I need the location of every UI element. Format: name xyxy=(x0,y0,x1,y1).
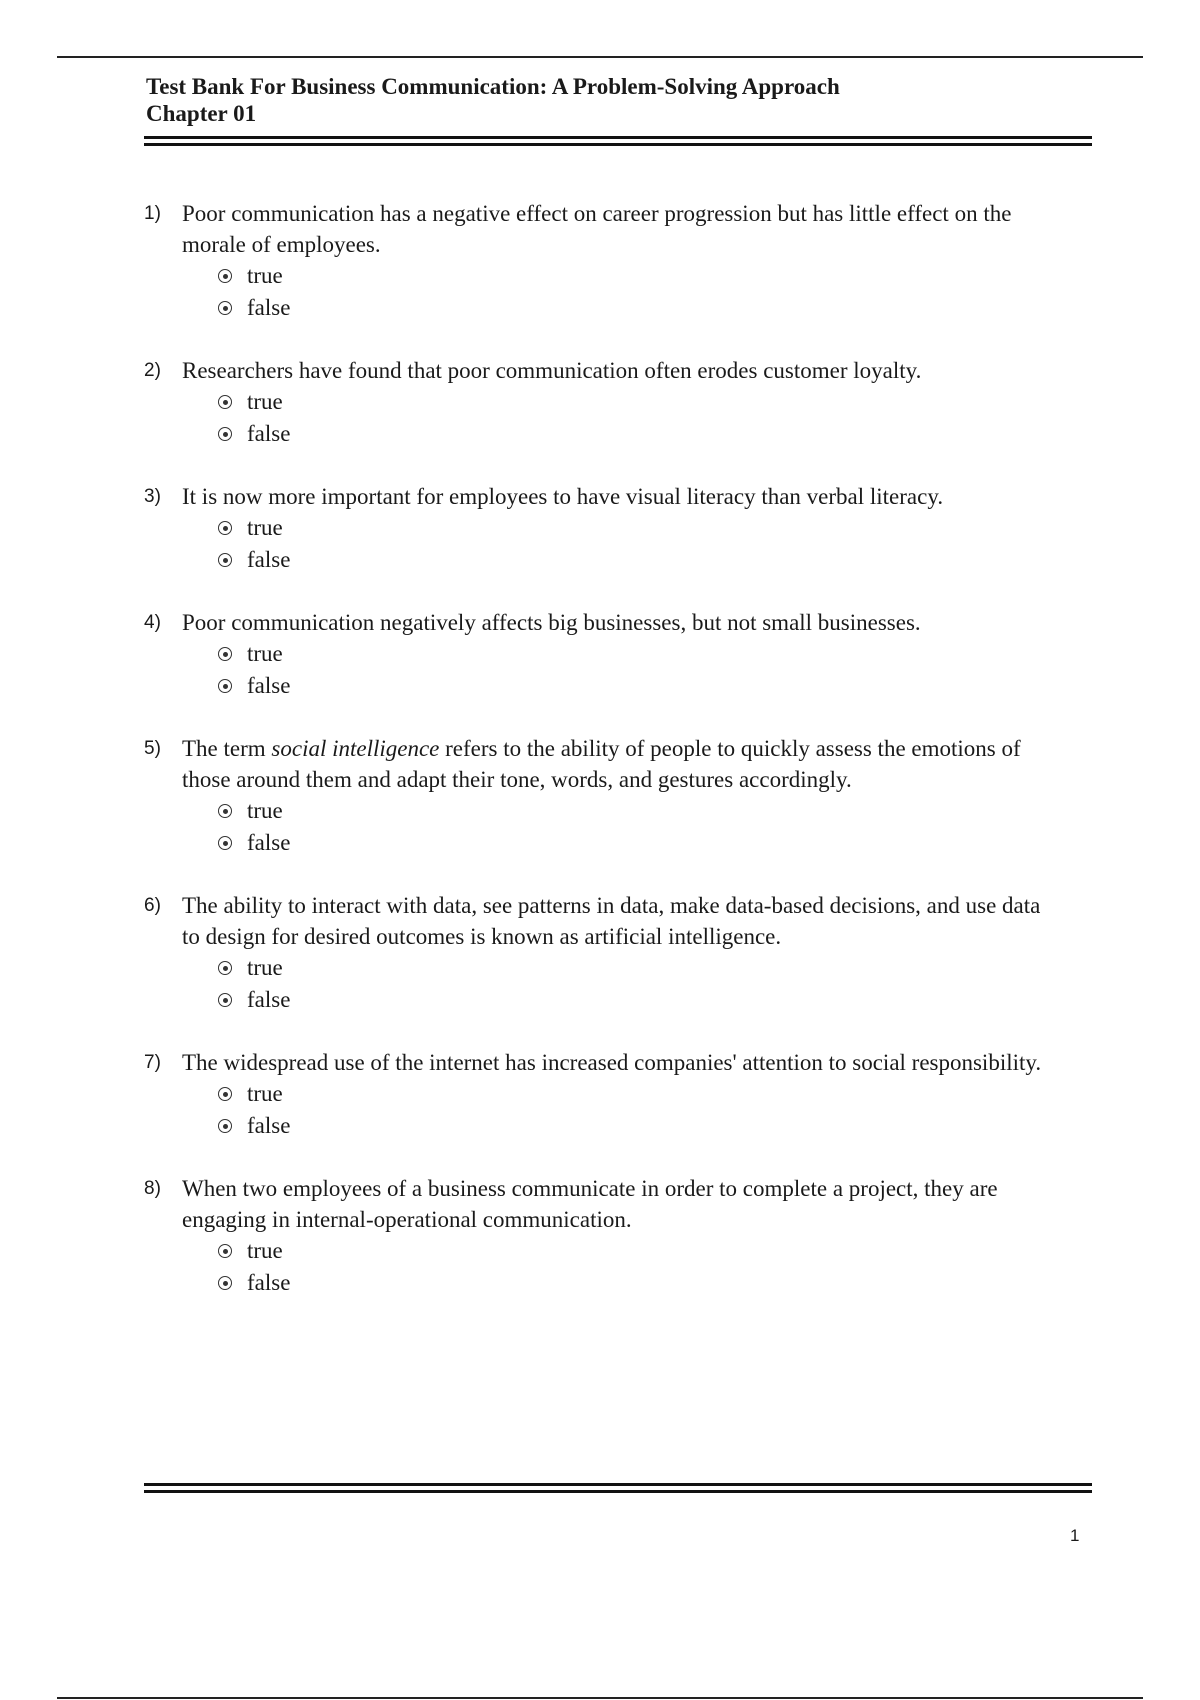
option-label: true xyxy=(247,955,283,980)
question-text-line: morale of employees. xyxy=(182,232,381,257)
chapter-label: Chapter 01 xyxy=(146,101,257,126)
option-true[interactable] xyxy=(218,638,1104,670)
option-label: false xyxy=(247,295,291,320)
radio-button-icon[interactable] xyxy=(218,679,232,693)
question-2 xyxy=(144,355,1104,450)
question-number: 7) xyxy=(144,1052,161,1073)
question-text xyxy=(182,1173,1104,1235)
question-text: Researchers have found that poor communication often erodes customer loyalty. xyxy=(182,358,922,383)
italic-term: social intelligence xyxy=(271,736,440,761)
option-true[interactable] xyxy=(218,386,1104,418)
radio-button-icon[interactable] xyxy=(218,647,232,661)
radio-button-icon[interactable] xyxy=(218,836,232,850)
radio-button-icon[interactable] xyxy=(218,1276,232,1290)
question-text-line: When two employees of a business communicate in order to complete a project, they are xyxy=(182,1176,998,1201)
question-text-line: Poor communication has a negative effect on career progression but has little effect on the xyxy=(182,201,1012,226)
option-label: true xyxy=(247,389,283,414)
question-3 xyxy=(144,481,1104,576)
radio-button-icon[interactable] xyxy=(218,1119,232,1133)
option-true[interactable] xyxy=(218,260,1104,292)
radio-button-icon[interactable] xyxy=(218,961,232,975)
question-list xyxy=(144,198,1104,1330)
option-false[interactable] xyxy=(218,827,1104,859)
option-false[interactable] xyxy=(218,1110,1104,1142)
option-label: false xyxy=(247,673,291,698)
question-8 xyxy=(144,1173,1104,1299)
option-label: false xyxy=(247,987,291,1012)
option-true[interactable] xyxy=(218,512,1104,544)
radio-button-icon[interactable] xyxy=(218,993,232,1007)
answer-options xyxy=(218,638,1104,702)
option-label: false xyxy=(247,547,291,572)
option-label: false xyxy=(247,1113,291,1138)
answer-options xyxy=(218,1078,1104,1142)
answer-options xyxy=(218,952,1104,1016)
radio-button-icon[interactable] xyxy=(218,301,232,315)
question-5 xyxy=(144,733,1104,859)
option-label: false xyxy=(247,421,291,446)
page-top-rule xyxy=(57,56,1143,58)
question-text: It is now more important for employees to have visual literacy than verbal literacy. xyxy=(182,484,944,509)
radio-button-icon[interactable] xyxy=(218,1087,232,1101)
question-text-segment: The term xyxy=(182,736,272,761)
answer-options xyxy=(218,512,1104,576)
question-number: 3) xyxy=(144,486,161,507)
question-number: 4) xyxy=(144,612,161,633)
radio-button-icon[interactable] xyxy=(218,521,232,535)
radio-button-icon[interactable] xyxy=(218,395,232,409)
option-true[interactable] xyxy=(218,1078,1104,1110)
radio-button-icon[interactable] xyxy=(218,427,232,441)
question-text xyxy=(182,890,1104,952)
option-label: false xyxy=(247,1270,291,1295)
option-label: true xyxy=(247,1238,283,1263)
option-label: true xyxy=(247,641,283,666)
radio-button-icon[interactable] xyxy=(218,1244,232,1258)
option-label: true xyxy=(247,515,283,540)
question-7 xyxy=(144,1047,1104,1142)
question-6 xyxy=(144,890,1104,1016)
question-text-line: those around them and adapt their tone, words, and gestures accordingly. xyxy=(182,767,852,792)
option-label: true xyxy=(247,1081,283,1106)
question-text xyxy=(182,198,1104,260)
document-title: Test Bank For Business Communication: A Problem-Solving Approach xyxy=(146,74,840,99)
option-label: false xyxy=(247,830,291,855)
question-text-line: The ability to interact with data, see patterns in data, make data-based decisions, and use data xyxy=(182,893,1041,918)
option-false[interactable] xyxy=(218,292,1104,324)
option-false[interactable] xyxy=(218,1267,1104,1299)
radio-button-icon[interactable] xyxy=(218,269,232,283)
page-bottom-rule xyxy=(57,1697,1143,1699)
question-text-line: engaging in internal-operational communication. xyxy=(182,1207,632,1232)
question-4 xyxy=(144,607,1104,702)
question-number: 8) xyxy=(144,1178,161,1199)
option-false[interactable] xyxy=(218,670,1104,702)
option-label: true xyxy=(247,798,283,823)
question-text: The widespread use of the internet has increased companies' attention to social responsibility. xyxy=(182,1050,1042,1075)
question-number: 5) xyxy=(144,738,161,759)
answer-options xyxy=(218,386,1104,450)
radio-button-icon[interactable] xyxy=(218,553,232,567)
radio-button-icon[interactable] xyxy=(218,804,232,818)
question-number: 6) xyxy=(144,895,161,916)
question-text: Poor communication negatively affects big businesses, but not small businesses. xyxy=(182,610,921,635)
page-number: 1 xyxy=(1070,1526,1080,1545)
answer-options xyxy=(218,1235,1104,1299)
option-false[interactable] xyxy=(218,544,1104,576)
question-number: 2) xyxy=(144,360,161,381)
question-text-segment: refers to the ability of people to quickly assess the emotions of xyxy=(439,736,1021,761)
option-true[interactable] xyxy=(218,795,1104,827)
document-header xyxy=(146,73,1096,127)
question-text-line: to design for desired outcomes is known as artificial intelligence. xyxy=(182,924,782,949)
option-false[interactable] xyxy=(218,418,1104,450)
option-false[interactable] xyxy=(218,984,1104,1016)
footer-double-rule xyxy=(144,1483,1092,1493)
answer-options xyxy=(218,260,1104,324)
answer-options xyxy=(218,795,1104,859)
option-label: true xyxy=(247,263,283,288)
question-text xyxy=(182,733,1104,795)
question-1 xyxy=(144,198,1104,324)
option-true[interactable] xyxy=(218,952,1104,984)
question-number: 1) xyxy=(144,203,161,224)
option-true[interactable] xyxy=(218,1235,1104,1267)
header-double-rule xyxy=(144,136,1092,146)
